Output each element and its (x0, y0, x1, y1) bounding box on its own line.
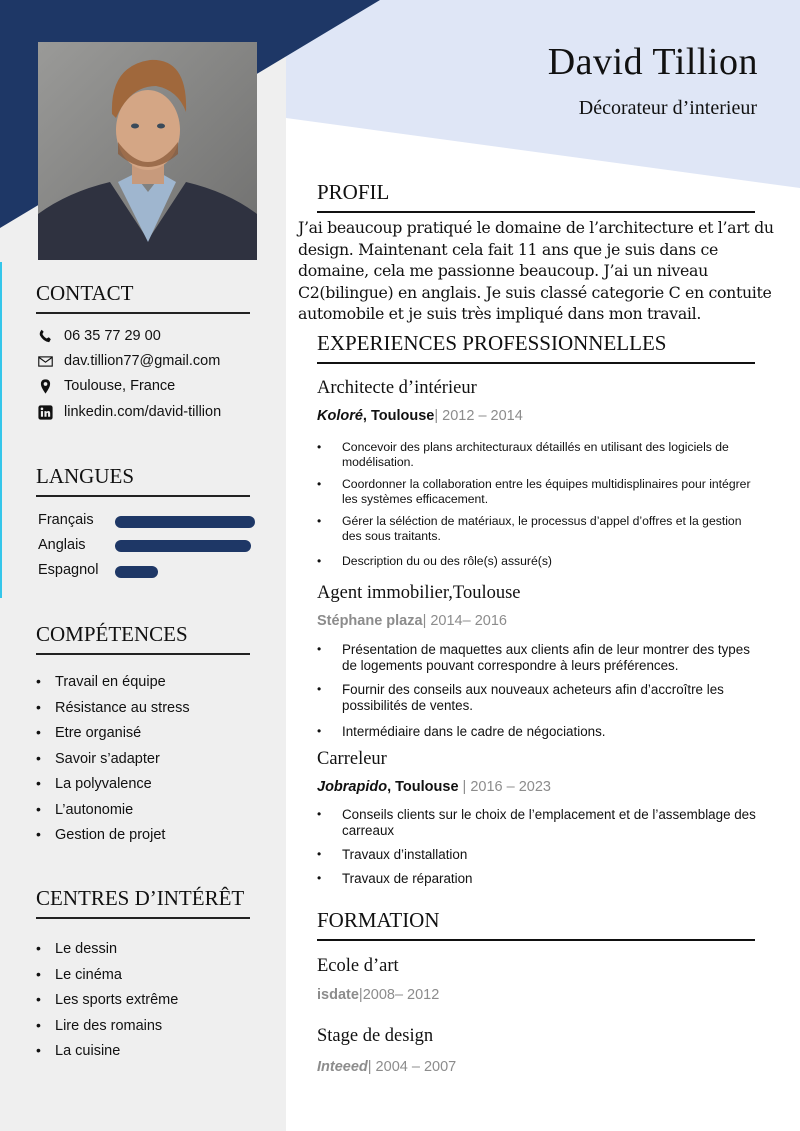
interest-item: • Les sports extrême (36, 990, 178, 1016)
skills-heading: COMPÉTENCES (36, 622, 188, 646)
language-level-bar (115, 516, 255, 528)
skills-rule (36, 653, 250, 655)
job-meta (317, 408, 523, 424)
contact-email-text: dav.tillion77@gmail.com (64, 353, 221, 369)
contact-rule (36, 312, 250, 314)
job-bullet: • Concevoir des plans architecturaux détaillés en utilisant des logiciels de modélisation. (317, 440, 729, 469)
job-company: Stéphane plaza (317, 613, 423, 629)
job-company: Jobrapido (317, 779, 388, 795)
skill-item: • Savoir s’adapter (36, 749, 190, 775)
job-bullet: • Travaux d’installation (317, 847, 468, 862)
interest-item: • Le cinéma (36, 965, 178, 991)
contact-location-text: Toulouse, France (64, 378, 176, 394)
skill-item: • La polyvalence (36, 774, 190, 800)
language-level-fill (115, 566, 158, 578)
language-level-fill (115, 516, 255, 528)
profile-rule (317, 211, 755, 213)
job-bullet: • Gérer la séléction de matériaux, le processus d’appel d’offres et la gestion des sous traitants. (317, 514, 742, 543)
language-level-bar (115, 566, 255, 578)
interests-rule (36, 917, 250, 919)
job-dates: | 2014– 2016 (422, 613, 507, 629)
phone-icon (36, 327, 54, 345)
linkedin-icon (36, 403, 54, 421)
experience-rule (317, 362, 755, 364)
language-name: Espagnol (38, 562, 99, 578)
education-school: Inteeed (317, 1059, 368, 1075)
contact-phone[interactable] (36, 326, 161, 346)
interest-item: • La cuisine (36, 1041, 178, 1067)
sidebar-accent-line (0, 262, 2, 598)
job-company: Koloré (317, 408, 363, 424)
skill-item: • Gestion de projet (36, 825, 190, 851)
education-rule (317, 939, 755, 941)
contact-location (36, 376, 175, 396)
email-icon (36, 352, 54, 370)
portrait-illustration (38, 42, 257, 260)
education-meta (317, 987, 439, 1003)
languages-heading: LANGUES (36, 464, 134, 488)
language-name: Français (38, 512, 94, 528)
interests-heading: CENTRES D’INTÉRÊT (36, 886, 245, 910)
job-location: , Toulouse (362, 408, 435, 424)
education-meta (317, 1059, 456, 1075)
profile-heading: PROFIL (317, 180, 390, 204)
education-school: isdate (317, 987, 359, 1003)
candidate-name: David Tillion (547, 41, 758, 83)
job-meta (317, 613, 507, 629)
contact-email[interactable] (36, 351, 220, 371)
job-title: Architecte d’intérieur (317, 378, 477, 398)
language-level-fill (115, 540, 251, 552)
skill-item: • L’autonomie (36, 800, 190, 826)
education-title: Ecole d’art (317, 956, 399, 976)
interest-item: • Le dessin (36, 939, 178, 965)
job-title: Agent immobilier,Toulouse (317, 583, 521, 603)
contact-heading: CONTACT (36, 281, 134, 305)
education-dates: |2008– 2012 (358, 987, 440, 1003)
skill-item: • Travail en équipe (36, 672, 190, 698)
skill-item: • Résistance au stress (36, 698, 190, 724)
job-bullet: • Intermédiaire dans le cadre de négociations. (317, 724, 606, 739)
location-pin-icon (36, 377, 54, 395)
languages-rule (36, 495, 250, 497)
job-bullet: • Fournir des conseils aux nouveaux acheteurs afin d’accroître les possibilités de ventes. (317, 682, 724, 713)
experience-heading: EXPERIENCES PROFESSIONNELLES (317, 331, 667, 355)
job-dates: | 2012 – 2014 (434, 408, 523, 424)
profile-text: J’ai beaucoup pratiqué le domaine de l’architecture et l’art du design. Maintenant cela fait 11 ans que je suis dans ce domaine, cela me passionne beaucoup. J’ai un niveau C2(bilingue) en anglais. Je suis classé categorie C en contuite automobile et je suis très impliqué dans mon travail. (298, 218, 774, 324)
light-blue-band (286, 0, 800, 188)
job-bullet: • Travaux de réparation (317, 871, 473, 886)
language-name: Anglais (38, 537, 86, 553)
contact-phone-text: 06 35 77 29 00 (64, 328, 161, 344)
job-meta (317, 779, 551, 795)
job-dates: | 2016 – 2023 (462, 779, 551, 795)
job-bullet: • Coordonner la collaboration entre les équipes multidisplinaires pour intégrer les systèmes efficacement. (317, 477, 751, 506)
job-bullet: • Description du ou des rôle(s) assuré(s) (317, 554, 552, 568)
job-bullet: • Présentation de maquettes aux clients afin de leur montrer des types de logements pouvant correspondre à leurs préférences. (317, 642, 750, 673)
candidate-job-title: Décorateur d’interieur (578, 97, 757, 119)
job-title: Carreleur (317, 749, 387, 769)
education-heading: FORMATION (317, 908, 440, 932)
contact-linkedin-text: linkedin.com/david-tillion (64, 404, 222, 420)
education-dates: | 2004 – 2007 (367, 1059, 457, 1075)
contact-linkedin[interactable] (36, 402, 221, 422)
job-location: , Toulouse (387, 779, 463, 795)
education-title: Stage de design (317, 1026, 434, 1046)
language-level-bar (115, 540, 255, 552)
interest-item: • Lire des romains (36, 1016, 178, 1042)
portrait-photo (38, 42, 257, 260)
interests-list (36, 939, 178, 1067)
skills-list (36, 672, 190, 851)
job-bullet: • Conseils clients sur le choix de l’emplacement et de l’assemblage des carreaux (317, 807, 756, 838)
skill-item: • Etre organisé (36, 723, 190, 749)
